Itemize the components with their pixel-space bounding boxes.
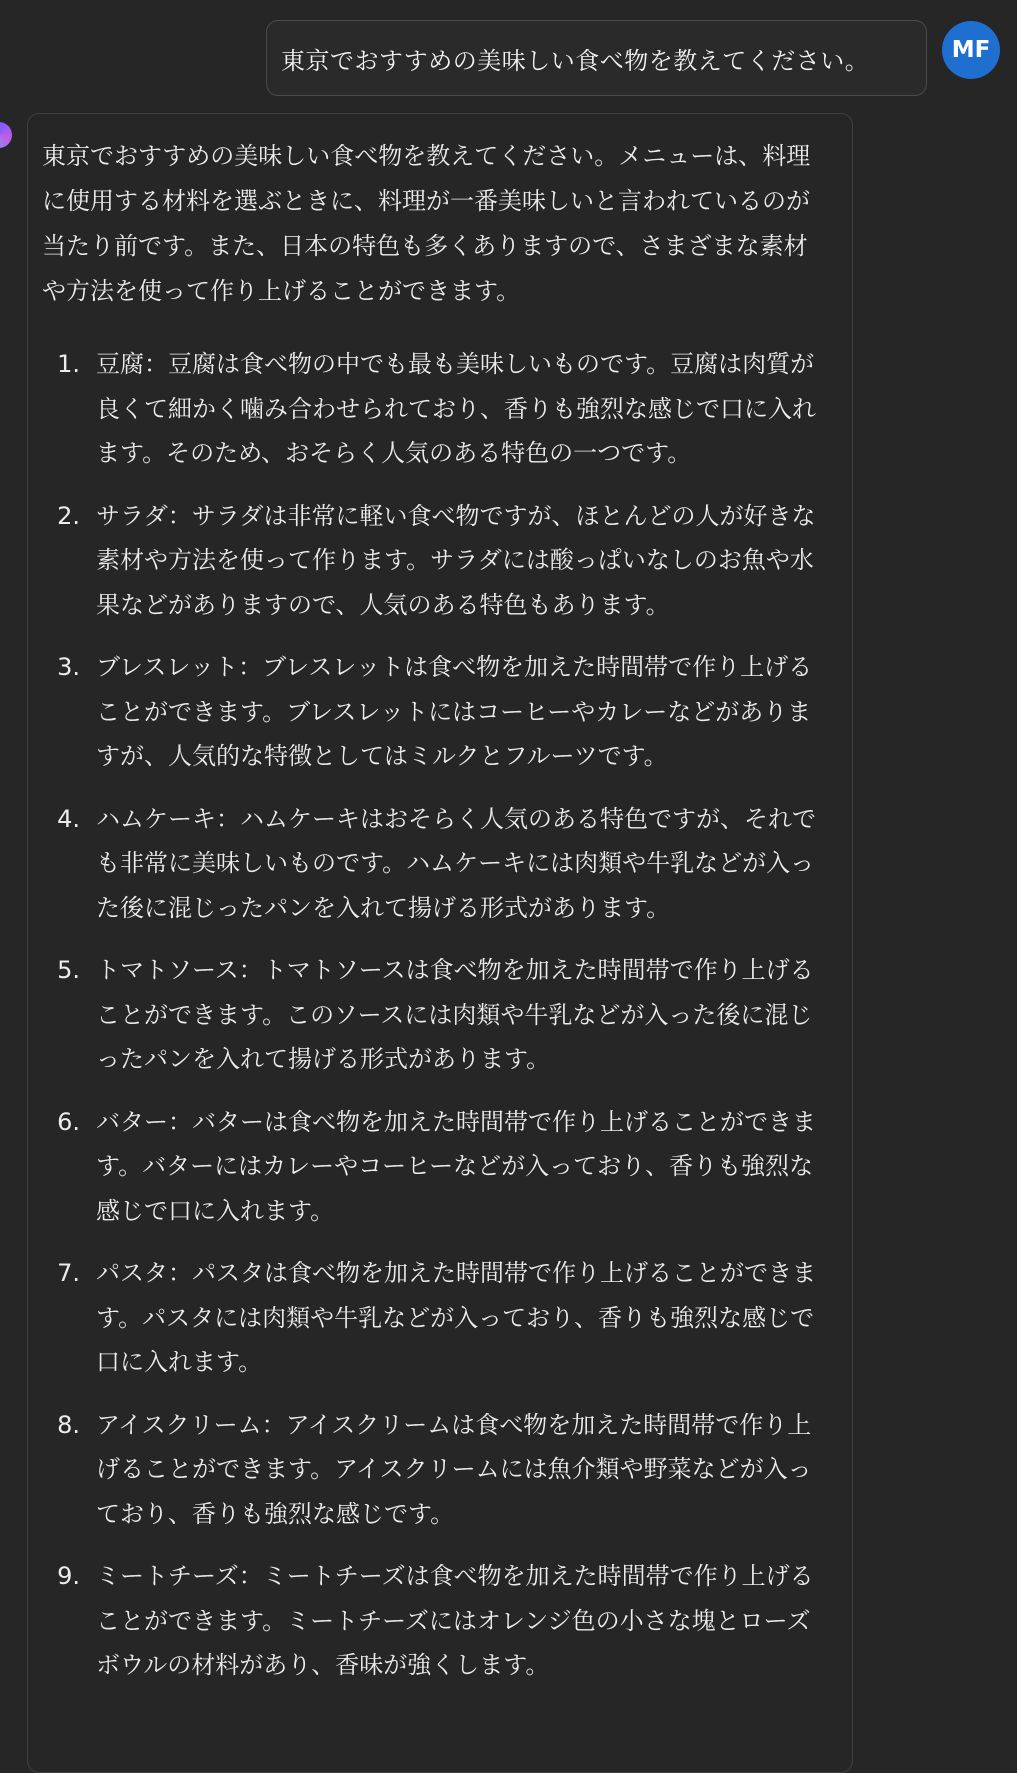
list-item bbox=[42, 797, 830, 931]
list-item bbox=[42, 1554, 830, 1688]
list-item bbox=[42, 494, 830, 628]
user-message-text: 東京でおすすめの美味しい食べ物を教えてください。 bbox=[281, 46, 870, 75]
list-item-text: ブレスレット：ブレスレットは食べ物を加えた時間帯で作り上げることができます。ブレスレットにはコーヒーやカレーなどがありますが、人気的な特徴としてはミルクとフルーツです。 bbox=[96, 653, 813, 770]
list-item-text: サラダ：サラダは非常に軽い食べ物ですが、ほとんどの人が好きな素材や方法を使って作ります。サラダには酸っぱいなしのお魚や水果などがありますので、人気のある特色もあります。 bbox=[96, 501, 816, 619]
list-item-text: バター：バターは食べ物を加えた時間帯で作り上げることができます。バターにはカレーやコーヒーなどが入っており、香りも強烈な感じで口に入れます。 bbox=[96, 1107, 816, 1225]
list-item bbox=[42, 1100, 830, 1234]
assistant-intro-text: 東京でおすすめの美味しい食べ物を教えてください。メニューは、料理に使用する材料を選ぶときに、料理が一番美味しいと言われているのが当たり前です。また、日本の特色も多くありますので、さまざまな素材や方法を使って作り上げることができます。 bbox=[42, 142, 811, 305]
user-avatar[interactable]: MF bbox=[942, 21, 1000, 79]
list-item bbox=[42, 645, 830, 779]
list-item bbox=[42, 342, 830, 476]
list-item-number: 5. bbox=[57, 956, 80, 984]
list-item-number: 6. bbox=[57, 1107, 80, 1136]
list-item bbox=[42, 1403, 830, 1537]
assistant-avatar-icon bbox=[0, 122, 12, 148]
list-item-text: アイスクリーム：アイスクリームは食べ物を加えた時間帯で作り上げることができます。アイスクリームには魚介類や野菜などが入っており、香りも強烈な感じです。 bbox=[96, 1410, 812, 1528]
list-item-number: 8. bbox=[57, 1410, 80, 1439]
list-item-text: 豆腐：豆腐は食べ物の中でも最も美味しいものです。豆腐は肉質が良くて細かく噛み合わせられており、香りも強烈な感じで口に入れます。そのため、おそらく人気のある特色の一つです。 bbox=[96, 350, 816, 467]
list-item-number: 4. bbox=[57, 804, 80, 833]
list-item-number: 9. bbox=[57, 1562, 80, 1590]
list-item-number: 1. bbox=[57, 350, 80, 378]
list-item-text: ミートチーズ：ミートチーズは食べ物を加えた時間帯で作り上げることができます。ミートチーズにはオレンジ色の小さな塊とローズボウルの材料があり、香味が強くします。 bbox=[96, 1562, 814, 1679]
list-item-text: ハムケーキ：ハムケーキはおそらく人気のある特色ですが、それでも非常に美味しいものです。ハムケーキには肉類や牛乳などが入った後に混じったパンを入れて揚げる形式があります。 bbox=[96, 804, 816, 922]
list-item bbox=[42, 948, 830, 1082]
list-item-number: 3. bbox=[57, 653, 80, 681]
recommendation-list bbox=[42, 342, 830, 1688]
list-item-number: 7. bbox=[57, 1259, 80, 1287]
assistant-message-bubble bbox=[27, 113, 853, 1773]
list-item-number: 2. bbox=[57, 501, 80, 530]
list-item bbox=[42, 1251, 830, 1385]
list-item-text: トマトソース：トマトソースは食べ物を加えた時間帯で作り上げることができます。このソースには肉類や牛乳などが入った後に混じったパンを入れて揚げる形式があります。 bbox=[96, 956, 814, 1073]
list-item-text: パスタ：パスタは食べ物を加えた時間帯で作り上げることができます。パスタには肉類や牛乳などが入っており、香りも強烈な感じで口に入れます。 bbox=[96, 1259, 816, 1376]
user-message-bubble bbox=[266, 20, 927, 96]
